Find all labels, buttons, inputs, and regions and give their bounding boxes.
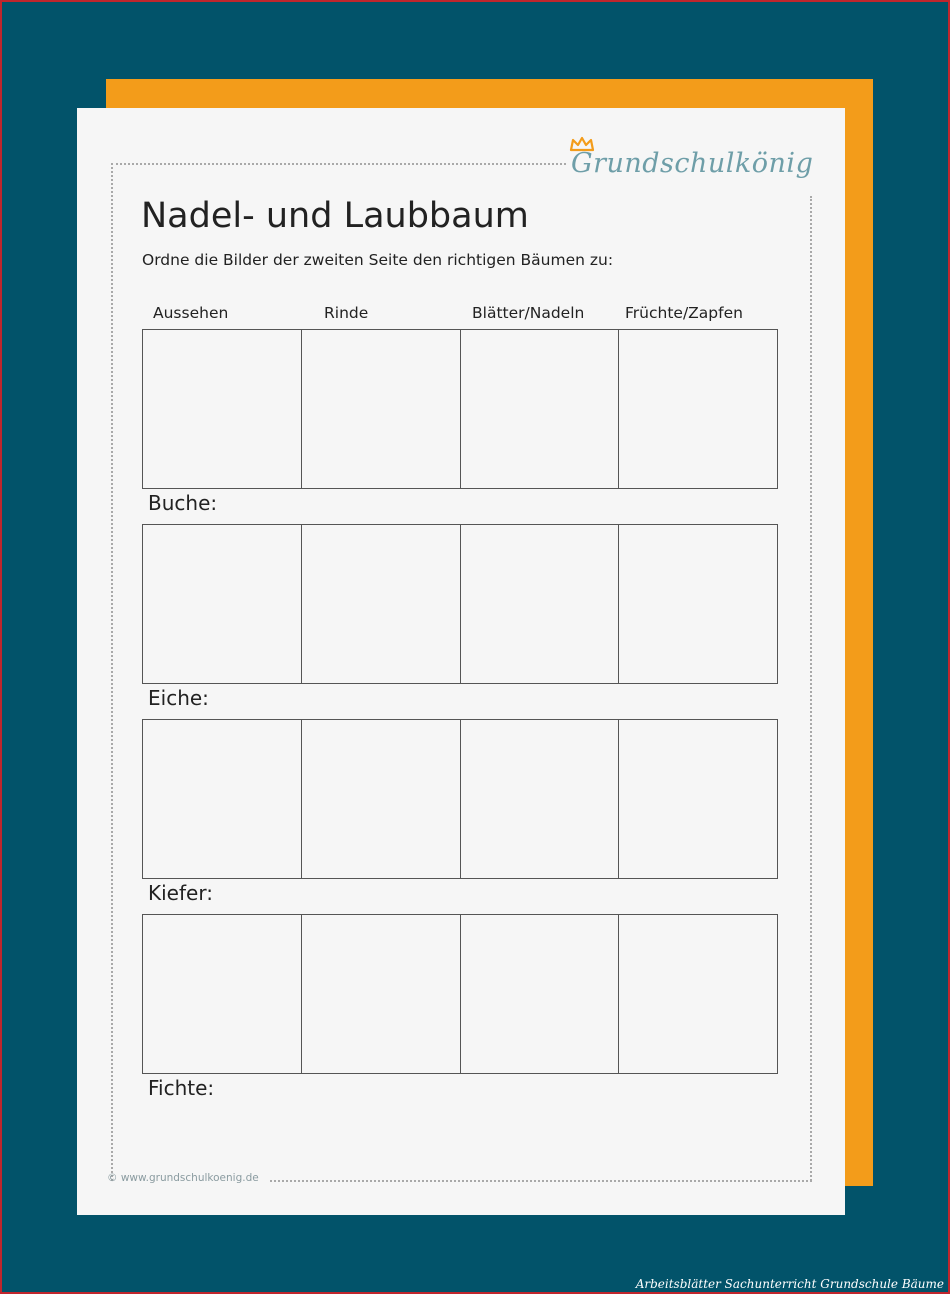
worksheet-page <box>77 108 845 1215</box>
page-title: Nadel- und Laubbaum <box>141 196 529 236</box>
column-header-rinde: Rinde <box>324 304 369 322</box>
answer-cell[interactable] <box>619 720 777 878</box>
column-header-aussehen: Aussehen <box>153 304 229 322</box>
column-header-blaetter-nadeln: Blätter/Nadeln <box>472 304 585 322</box>
answer-cell[interactable] <box>143 525 302 683</box>
tree-label-kiefer: Kiefer: <box>148 881 213 905</box>
answer-cell[interactable] <box>619 525 777 683</box>
answer-cell[interactable] <box>302 915 461 1073</box>
answer-row-fichte <box>142 914 778 1074</box>
brand-logo <box>571 140 821 186</box>
tree-label-eiche: Eiche: <box>148 686 209 710</box>
answer-cell[interactable] <box>619 915 777 1073</box>
answer-cell[interactable] <box>302 330 461 488</box>
answer-cell[interactable] <box>461 720 620 878</box>
dotted-border-left <box>111 163 113 1181</box>
tree-label-fichte: Fichte: <box>148 1076 215 1100</box>
answer-cell[interactable] <box>143 330 302 488</box>
column-header-fruechte-zapfen: Früchte/Zapfen <box>625 304 743 322</box>
answer-cell[interactable] <box>461 330 620 488</box>
answer-row-eiche <box>142 524 778 684</box>
dotted-border-right <box>810 196 812 1181</box>
footer-copyright: © www.grundschulkoenig.de <box>107 1172 259 1184</box>
logo-text: Grundschulkönig <box>571 148 814 179</box>
instruction-text: Ordne die Bilder der zweiten Seite den richtigen Bäumen zu: <box>142 251 614 269</box>
dotted-border-top <box>111 163 566 165</box>
answer-cell[interactable] <box>143 720 302 878</box>
answer-row-buche <box>142 329 778 489</box>
answer-cell[interactable] <box>302 525 461 683</box>
dotted-border-bottom <box>270 1180 812 1182</box>
answer-cell[interactable] <box>461 525 620 683</box>
answer-cell[interactable] <box>619 330 777 488</box>
answer-cell[interactable] <box>302 720 461 878</box>
answer-cell[interactable] <box>143 915 302 1073</box>
answer-cell[interactable] <box>461 915 620 1073</box>
tree-label-buche: Buche: <box>148 491 218 515</box>
image-caption: Arbeitsblätter Sachunterricht Grundschule Bäume <box>635 1277 944 1291</box>
answer-row-kiefer <box>142 719 778 879</box>
